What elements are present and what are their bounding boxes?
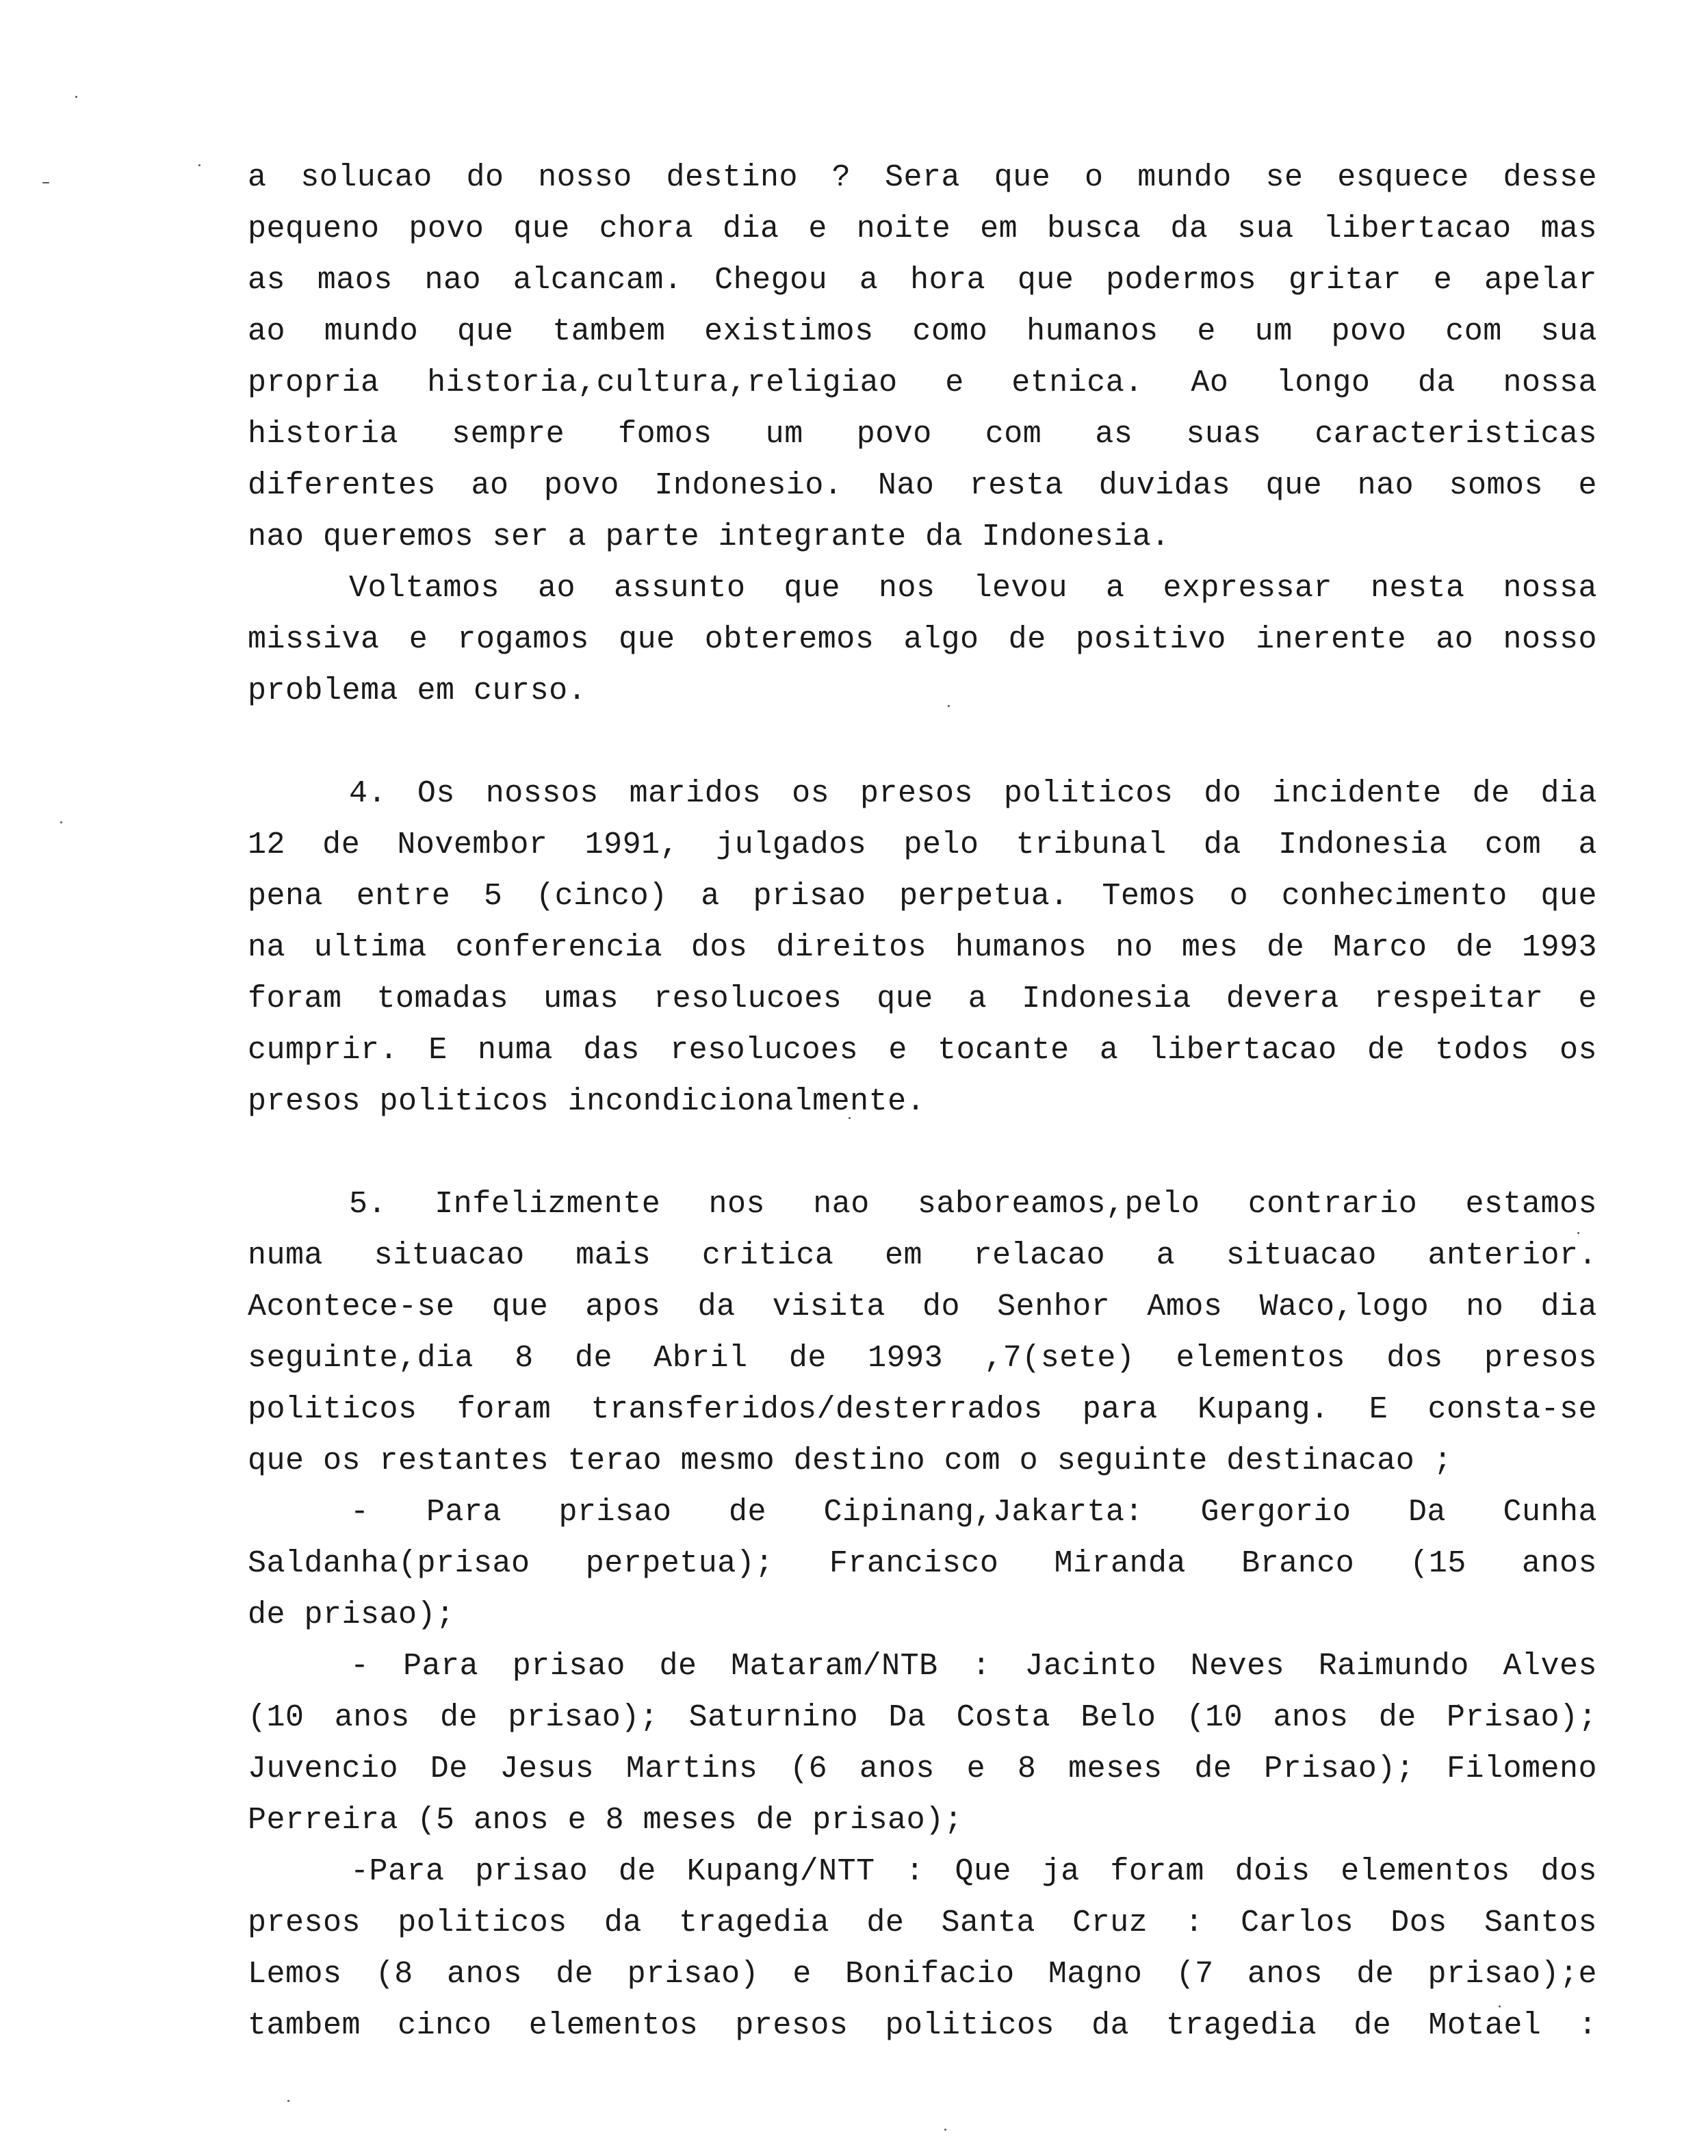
scan-speck	[42, 182, 49, 183]
text-line: de prisao);	[248, 1597, 455, 1632]
text-line: (10 anos de prisao); Saturnino Da Costa Belo (10 anos de Prisao);	[248, 1700, 1597, 1735]
list-item-first-line: - Para prisao de Cipinang,Jakarta: Gergorio Da Cunha	[350, 1495, 1597, 1530]
text-line: na ultima conferencia dos direitos humanos no mes de Marco de 1993	[248, 930, 1597, 965]
list-item-first-line: -Para prisao de Kupang/NTT : Que ja foram dois elementos dos	[350, 1854, 1597, 1889]
text-line: Saldanha(prisao perpetua); Francisco Miranda Branco (15 anos	[248, 1546, 1597, 1581]
text-line: Perreira (5 anos e 8 meses de prisao);	[248, 1803, 963, 1838]
text-line: que os restantes terao mesmo destino com o seguinte destinacao ;	[248, 1443, 1453, 1478]
scan-speck	[198, 164, 200, 166]
paragraph-gap	[248, 1127, 1597, 1179]
text-line: Juvencio De Jesus Martins (6 anos e 8 meses de Prisao); Filomeno	[248, 1751, 1597, 1786]
text-line: historia sempre fomos um povo com as suas caracteristicas	[248, 417, 1597, 452]
text-line: ao mundo que tambem existimos como humanos e um povo com sua	[248, 314, 1597, 349]
text-line: foram tomadas umas resolucoes que a Indonesia devera respeitar e	[248, 981, 1597, 1016]
paragraph-first-line: 4. Os nossos maridos os presos politicos do incidente de dia	[349, 776, 1597, 811]
scan-speck	[75, 96, 77, 98]
text-line: propria historia,cultura,religiao e etnica. Ao longo da nossa	[248, 365, 1597, 400]
text-line: pena entre 5 (cinco) a prisao perpetua. Temos o conhecimento que	[248, 879, 1597, 914]
text-line: diferentes ao povo Indonesio. Nao resta duvidas que nao somos e	[248, 468, 1597, 503]
scan-speck	[60, 821, 62, 823]
text-line: seguinte,dia 8 de Abril de 1993 ,7(sete) elementos dos presos	[248, 1341, 1597, 1376]
text-line: Acontece-se que apos da visita do Senhor Amos Waco,logo no dia	[248, 1289, 1597, 1324]
list-item-first-line: - Para prisao de Mataram/NTB : Jacinto Neves Raimundo Alves	[350, 1649, 1597, 1684]
text-line: presos politicos incondicionalmente.	[248, 1084, 926, 1119]
scan-speck	[287, 2100, 289, 2102]
scan-speck	[944, 2129, 946, 2131]
text-line: a solucao do nosso destino ? Sera que o mundo se esquece desse	[248, 160, 1597, 195]
text-line: pequeno povo que chora dia e noite em busca da sua libertacao mas	[248, 211, 1597, 246]
letter-body	[248, 152, 1597, 2051]
text-line: presos politicos da tragedia de Santa Cruz : Carlos Dos Santos	[248, 1905, 1597, 1940]
text-line: cumprir. E numa das resolucoes e tocante a libertacao de todos os	[248, 1033, 1597, 1068]
text-line: 12 de Novembor 1991, julgados pelo tribunal da Indonesia com a	[248, 827, 1597, 862]
text-line: nao queremos ser a parte integrante da Indonesia.	[248, 519, 1170, 554]
paragraph-first-line: Voltamos ao assunto que nos levou a expressar nesta nossa	[349, 571, 1597, 606]
paragraph-gap	[248, 717, 1597, 768]
paragraph-first-line: 5. Infelizmente nos nao saboreamos,pelo contrario estamos	[349, 1187, 1597, 1222]
text-line: missiva e rogamos que obteremos algo de positivo inerente ao nosso	[248, 622, 1597, 657]
text-line: politicos foram transferidos/desterrados para Kupang. E consta-se	[248, 1392, 1597, 1427]
text-line: problema em curso.	[248, 673, 587, 708]
text-line: numa situacao mais critica em relacao a situacao anterior.	[248, 1238, 1597, 1273]
text-line: Lemos (8 anos de prisao) e Bonifacio Magno (7 anos de prisao);e	[248, 1957, 1597, 1992]
text-line: as maos nao alcancam. Chegou a hora que podermos gritar e apelar	[248, 263, 1597, 298]
text-line: tambem cinco elementos presos politicos da tragedia de Motael :	[248, 2008, 1597, 2043]
